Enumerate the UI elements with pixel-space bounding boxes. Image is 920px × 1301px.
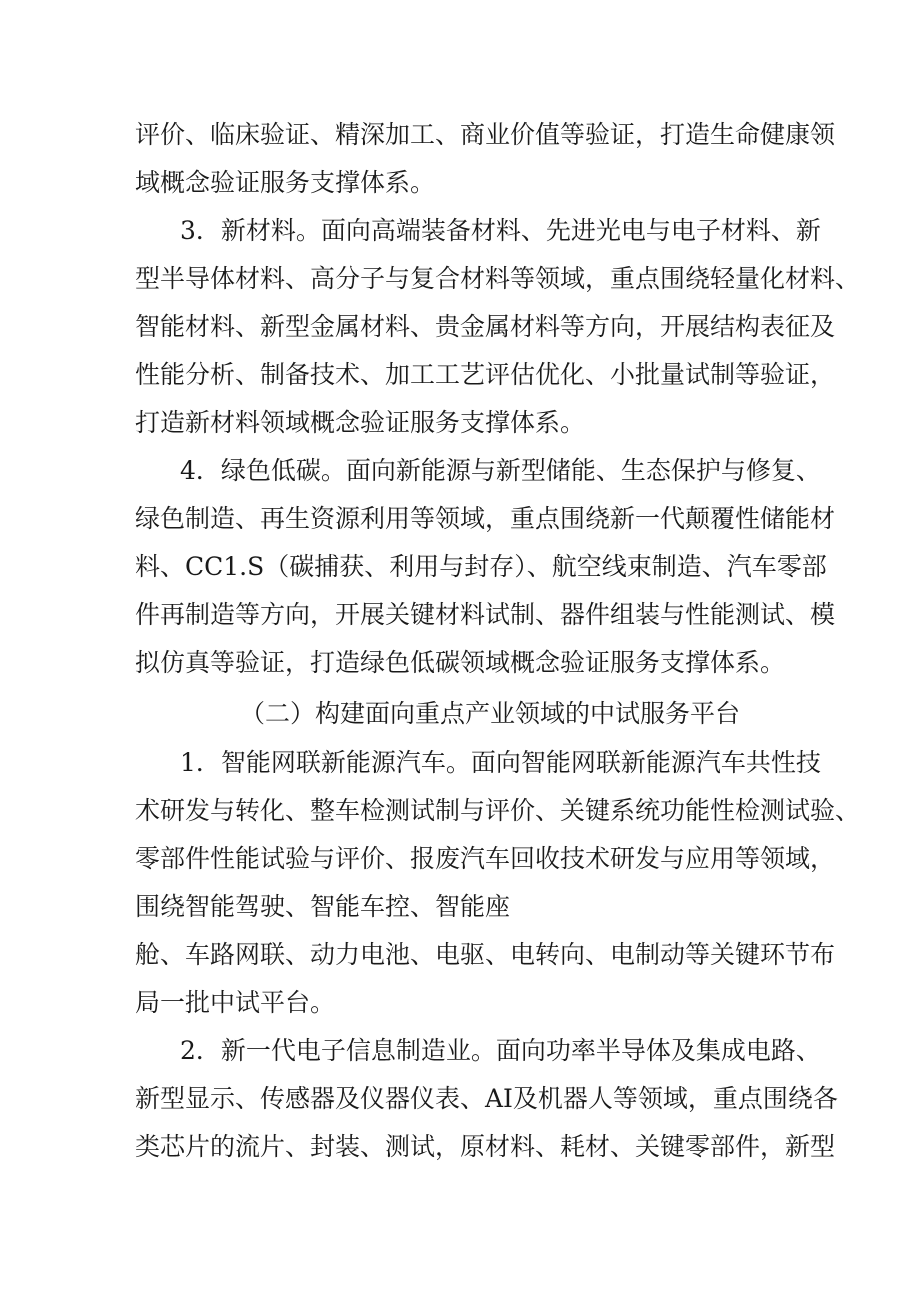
text-line: 型半导体材料、高分子与复合材料等领域，重点围绕轻量化材料、 (135, 264, 861, 293)
text-line: 评价、临床验证、精深加工、商业价值等验证，打造生命健康领 (135, 120, 836, 149)
text-line: 件再制造等方向，开展关键材料试制、器件组装与性能测试、模 (135, 600, 836, 629)
text-line: 局一批中试平台。 (135, 988, 336, 1017)
text-line: 打造新材料领域概念验证服务支撑体系。 (135, 408, 586, 437)
text-line: 舱、车路网联、动力电池、电驱、电转向、电制动等关键环节布 (135, 940, 836, 969)
text-line: 性能分析、制备技术、加工工艺评估优化、小批量试制等验证， (135, 360, 836, 389)
text-line: 术研发与转化、整车检测试制与评价、关键系统功能性检测试验、 (135, 796, 861, 825)
text-line: 绿色制造、再生资源利用等领域，重点围绕新一代颠覆性储能材 (135, 504, 836, 533)
text-line: 3．新材料。面向高端装备材料、先进光电与电子材料、新 (180, 216, 821, 245)
text-line: 域概念验证服务支撑体系。 (135, 168, 436, 197)
text-line: 新型显示、传感器及仪器仪表、AI及机器人等领域，重点围绕各 (135, 1084, 838, 1113)
text-line: 4．绿色低碳。面向新能源与新型储能、生态保护与修复、 (180, 456, 821, 485)
text-line: 类芯片的流片、封装、测试，原材料、耗材、关键零部件，新型 (135, 1132, 836, 1161)
text-line: 1．智能网联新能源汽车。面向智能网联新能源汽车共性技 (180, 748, 821, 777)
text-line: 料、CC1.S（碳捕获、利用与封存）、航空线束制造、汽车零部 (135, 552, 827, 581)
text-line: 拟仿真等验证，打造绿色低碳领域概念验证服务支撑体系。 (135, 648, 786, 677)
section-heading: （二）构建面向重点产业领域的中试服务平台 (240, 699, 741, 728)
text-line: 零部件性能试验与评价、报废汽车回收技术研发与应用等领域， (135, 844, 836, 873)
text-line: 智能材料、新型金属材料、贵金属材料等方向，开展结构表征及 (135, 312, 836, 341)
text-line: 围绕智能驾驶、智能车控、智能座 (135, 892, 511, 921)
text-line: 2．新一代电子信息制造业。面向功率半导体及集成电路、 (180, 1036, 821, 1065)
